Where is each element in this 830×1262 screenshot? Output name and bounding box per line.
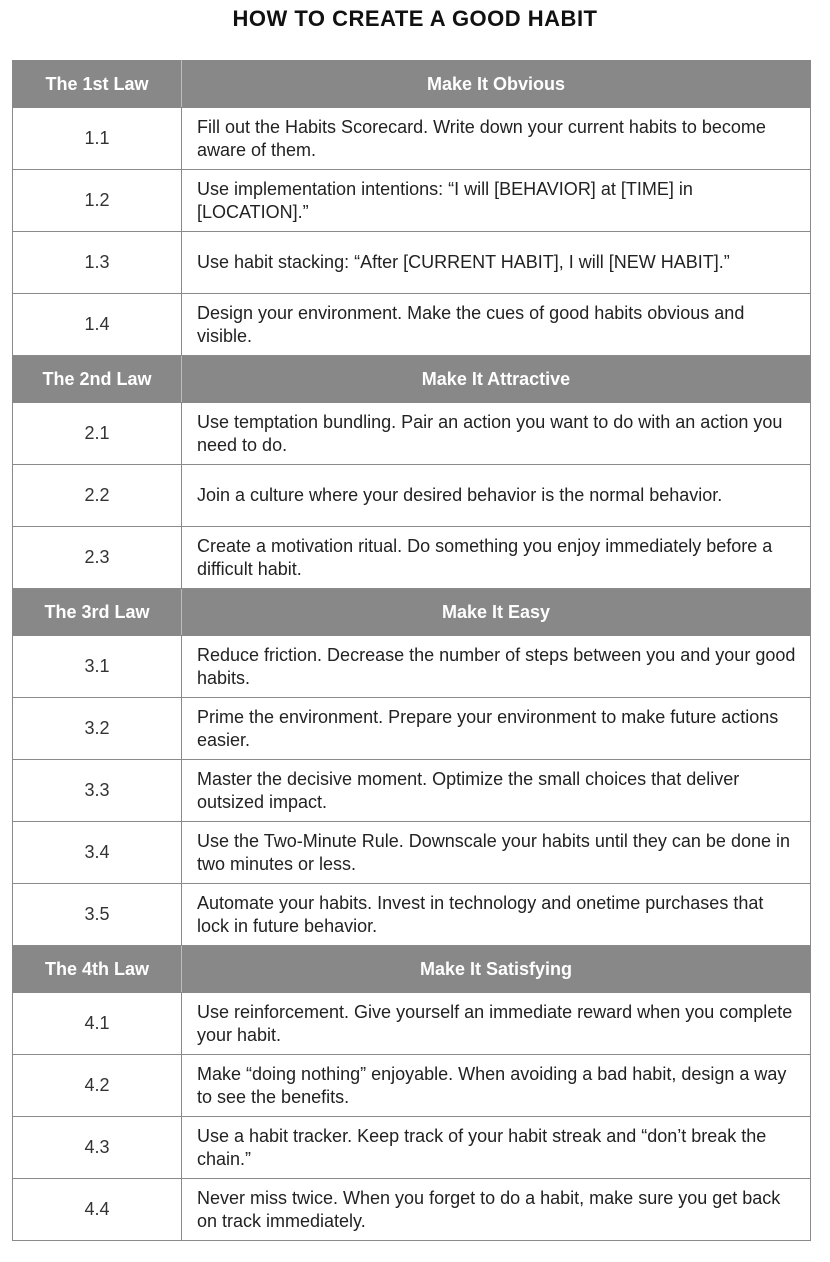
law-heading: Make It Obvious bbox=[182, 61, 811, 108]
item-number: 2.3 bbox=[13, 527, 182, 589]
table-row bbox=[13, 294, 811, 356]
item-description: Reduce friction. Decrease the number of steps between you and your good habits. bbox=[182, 636, 811, 698]
item-number: 1.2 bbox=[13, 170, 182, 232]
habits-table bbox=[12, 60, 811, 1241]
law-heading: Make It Easy bbox=[182, 589, 811, 636]
item-number: 1.4 bbox=[13, 294, 182, 356]
item-number: 2.2 bbox=[13, 465, 182, 527]
law-header-row bbox=[13, 356, 811, 403]
law-label: The 2nd Law bbox=[13, 356, 182, 403]
law-header-row bbox=[13, 589, 811, 636]
item-description: Prime the environment. Prepare your environment to make future actions easier. bbox=[182, 698, 811, 760]
habits-table-body bbox=[13, 61, 811, 1241]
item-description: Use a habit tracker. Keep track of your habit streak and “don’t break the chain.” bbox=[182, 1117, 811, 1179]
item-description: Use implementation intentions: “I will [BEHAVIOR] at [TIME] in [LOCATION].” bbox=[182, 170, 811, 232]
item-description: Use habit stacking: “After [CURRENT HABIT], I will [NEW HABIT].” bbox=[182, 232, 811, 294]
table-row bbox=[13, 1179, 811, 1241]
item-number: 3.1 bbox=[13, 636, 182, 698]
table-row bbox=[13, 822, 811, 884]
law-header-row bbox=[13, 946, 811, 993]
item-number: 4.2 bbox=[13, 1055, 182, 1117]
table-row bbox=[13, 527, 811, 589]
item-description: Automate your habits. Invest in technology and onetime purchases that lock in future behavior. bbox=[182, 884, 811, 946]
item-number: 3.4 bbox=[13, 822, 182, 884]
table-row bbox=[13, 403, 811, 465]
table-row bbox=[13, 170, 811, 232]
item-number: 1.1 bbox=[13, 108, 182, 170]
item-description: Design your environment. Make the cues of good habits obvious and visible. bbox=[182, 294, 811, 356]
item-number: 4.4 bbox=[13, 1179, 182, 1241]
table-row bbox=[13, 1055, 811, 1117]
item-description: Use reinforcement. Give yourself an immediate reward when you complete your habit. bbox=[182, 993, 811, 1055]
item-description: Use temptation bundling. Pair an action you want to do with an action you need to do. bbox=[182, 403, 811, 465]
table-row bbox=[13, 108, 811, 170]
law-label: The 3rd Law bbox=[13, 589, 182, 636]
item-description: Create a motivation ritual. Do something you enjoy immediately before a difficult habit. bbox=[182, 527, 811, 589]
item-description: Make “doing nothing” enjoyable. When avoiding a bad habit, design a way to see the benefits. bbox=[182, 1055, 811, 1117]
item-number: 3.5 bbox=[13, 884, 182, 946]
law-heading: Make It Satisfying bbox=[182, 946, 811, 993]
table-row bbox=[13, 698, 811, 760]
item-description: Never miss twice. When you forget to do a habit, make sure you get back on track immediately. bbox=[182, 1179, 811, 1241]
table-row bbox=[13, 636, 811, 698]
item-number: 3.3 bbox=[13, 760, 182, 822]
law-heading: Make It Attractive bbox=[182, 356, 811, 403]
table-row bbox=[13, 1117, 811, 1179]
table-row bbox=[13, 993, 811, 1055]
item-number: 4.1 bbox=[13, 993, 182, 1055]
page-title: HOW TO CREATE A GOOD HABIT bbox=[232, 6, 598, 31]
item-description: Fill out the Habits Scorecard. Write down your current habits to become aware of them. bbox=[182, 108, 811, 170]
item-number: 3.2 bbox=[13, 698, 182, 760]
law-label: The 1st Law bbox=[13, 61, 182, 108]
table-row bbox=[13, 232, 811, 294]
item-description: Join a culture where your desired behavior is the normal behavior. bbox=[182, 465, 811, 527]
law-label: The 4th Law bbox=[13, 946, 182, 993]
table-row bbox=[13, 760, 811, 822]
item-number: 1.3 bbox=[13, 232, 182, 294]
law-header-row bbox=[13, 61, 811, 108]
item-number: 4.3 bbox=[13, 1117, 182, 1179]
item-number: 2.1 bbox=[13, 403, 182, 465]
item-description: Master the decisive moment. Optimize the small choices that deliver outsized impact. bbox=[182, 760, 811, 822]
table-row bbox=[13, 884, 811, 946]
item-description: Use the Two-Minute Rule. Downscale your habits until they can be done in two minutes or less. bbox=[182, 822, 811, 884]
table-row bbox=[13, 465, 811, 527]
